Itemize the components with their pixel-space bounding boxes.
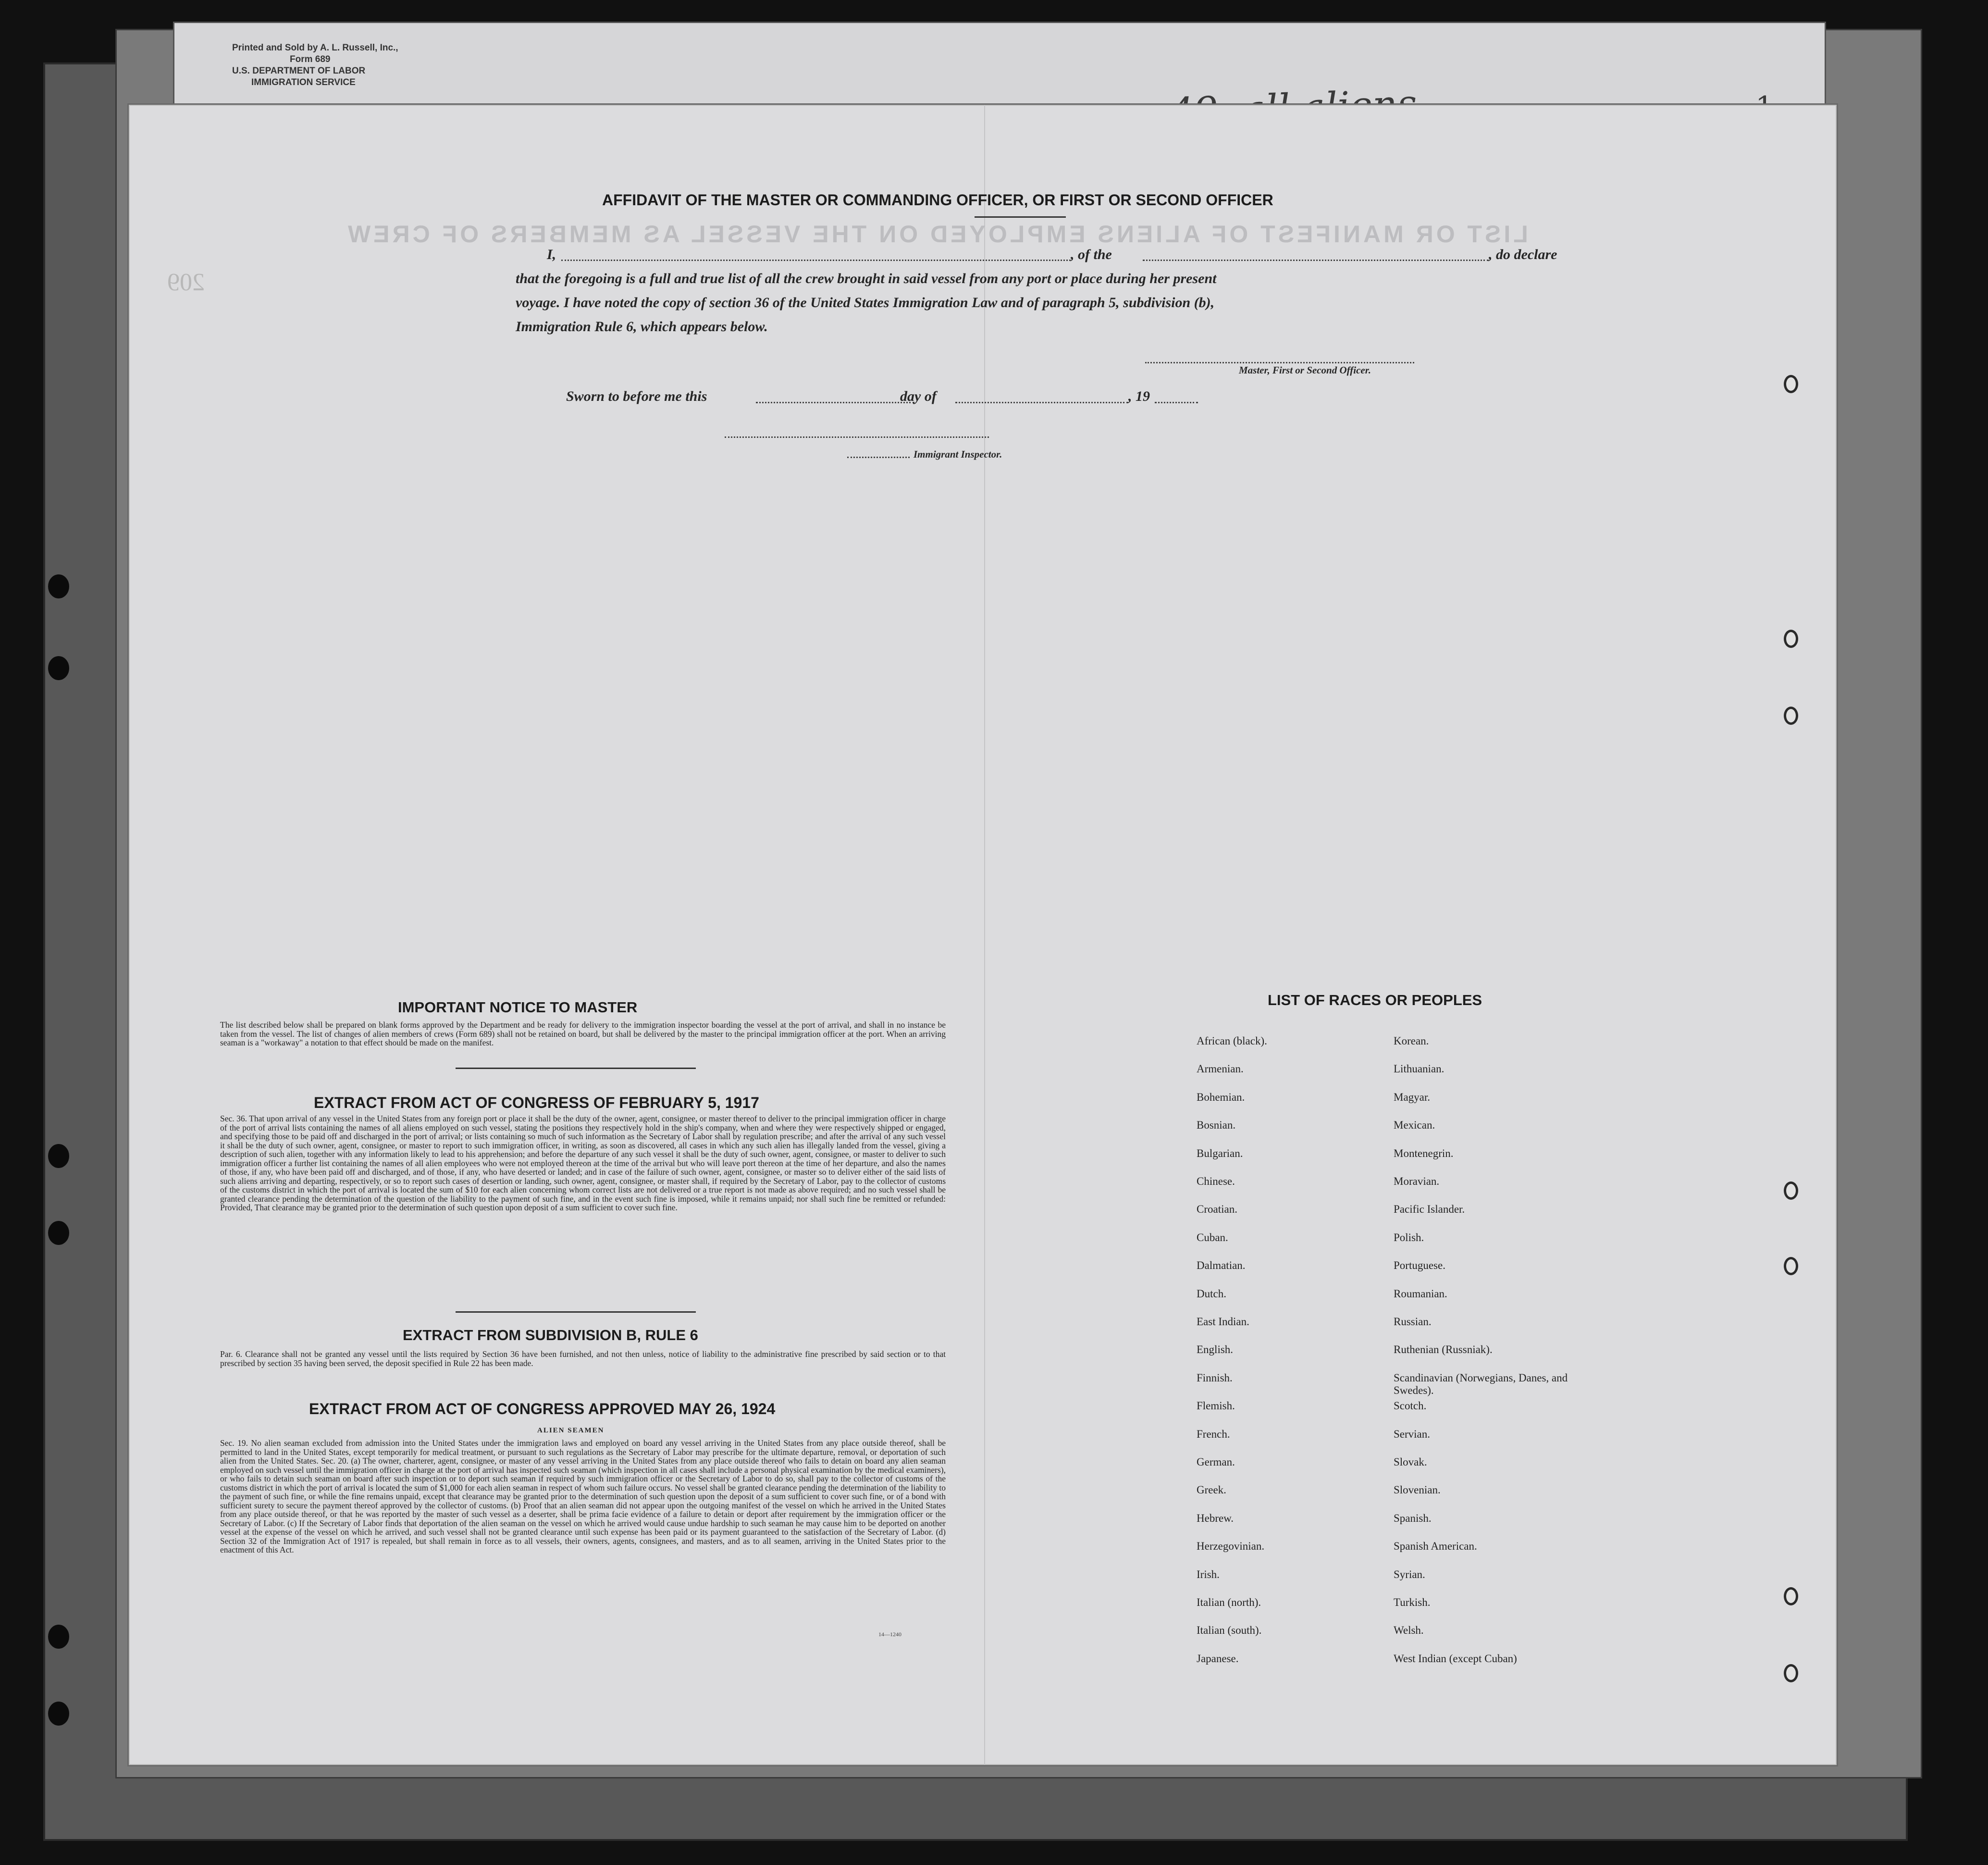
race-item: Dalmatian.	[1197, 1259, 1246, 1272]
race-item: Bohemian.	[1197, 1091, 1245, 1103]
extract-1917-title: EXTRACT FROM ACT OF CONGRESS OF FEBRUARY 5, 1917	[314, 1094, 759, 1111]
notice-divider	[456, 1068, 696, 1069]
race-item: Chinese.	[1197, 1175, 1235, 1187]
race-item: Portuguese.	[1394, 1259, 1445, 1272]
stamp-line: IMMIGRATION SERVICE	[251, 77, 356, 87]
race-item: Flemish.	[1197, 1400, 1235, 1412]
binder-hole	[48, 1625, 69, 1649]
year-prefix: , 19	[1128, 388, 1150, 404]
affidavit-line-2: that the foregoing is a full and true list of all the crew brought in said vessel from any port or place during her present	[516, 271, 1217, 286]
race-item: Bulgarian.	[1197, 1147, 1243, 1159]
affidavit-line-3: voyage. I have noted the copy of section 36 of the United States Immigration Law and of paragraph 5, subdivision (b),	[516, 295, 1215, 311]
binder-hole	[1784, 1257, 1798, 1275]
inspector-short-line	[847, 457, 910, 458]
race-item: Italian (south).	[1197, 1624, 1262, 1637]
page-number: 209	[167, 269, 205, 296]
stamp-line: Form 689	[290, 54, 331, 64]
form-number: 14—1240	[878, 1631, 901, 1638]
race-item: Herzegovinian.	[1197, 1540, 1265, 1553]
affidavit-line-4: Immigration Rule 6, which appears below.	[516, 319, 768, 335]
binder-hole	[48, 574, 69, 598]
race-item: Magyar.	[1394, 1091, 1431, 1103]
race-item: French.	[1197, 1428, 1230, 1440]
races-title: LIST OF RACES OR PEOPLES	[1268, 992, 1482, 1008]
race-item: Syrian.	[1394, 1568, 1425, 1580]
page-fold	[984, 105, 985, 1765]
inspector-caption: Immigrant Inspector.	[914, 448, 1002, 460]
master-signature-line	[1145, 362, 1414, 363]
extract-1924-text: Sec. 19. No alien seaman excluded from admission into the United States under the immigration laws and employed on board any vessel arriving in the United States from any place outside thereof, shall be permitted to land in the United States, except temporarily for medical treatment, or pursuant to such regulations as the Secretary of Labor may prescribe for the ultimate departure, removal, or deportation of such alien from the United States. Sec. 20. (a) The owner, charterer, agent, consignee, or master of any vessel arriving in the United States from any place outside thereof who fails to detain on board any alien seaman employed on such vessel until the immigration officer in charge at the port of arrival has inspected such seaman (which inspection in all cases shall include a personal physical examination by the medical examiners), or who fails to detain such seaman on board after such inspection or to deport such seaman if required by such immigration officer or the Secretary of Labor to do so, shall pay to the collector of customs of the customs district in which the port of arrival is located the sum of $1,000 for each alien seaman in respect of whom such failure occurs. No vessel shall be granted clearance pending the determination of the liability to the payment of such fine, or while the fine remains unpaid, except that clearance may be granted prior to the determination of such question upon the deposit of a sum sufficient to cover such fine, or of a bond with sufficient surety to secure the payment thereof approved by the collector of customs. (b) Proof that an alien seaman did not appear upon the outgoing manifest of the vessel on which he arrived in the United States from any place outside thereof, or that he was reported by the master of such vessel as a deserter, shall be prima facie evidence of a failure to detain or deport after requirement by the immigration officer or the Secretary of Labor. (c) If the Secretary of Labor finds that deportation of the alien seaman on the vessel on which he arrived would cause undue hardship to such seaman he may cause him to be deported on another vessel at the expense of the vessel on which he arrived, and such vessel shall not be granted clearance until such expense has been paid or its payment guaranteed to the satisfaction of the Secretary of Labor. (d) Section 32 of the Immigration Act of 1917 is repealed, but shall remain in force as to all vessels, their owners, agents, consignees, and masters, and as to all seamen, arriving in the United States prior to the enactment of this Act.	[220, 1438, 946, 1554]
race-item: African (black).	[1197, 1035, 1267, 1047]
race-item: Russian.	[1394, 1316, 1432, 1328]
affidavit-do-declare: , do declare	[1489, 247, 1557, 262]
race-item: Pacific Islander.	[1394, 1203, 1465, 1216]
stamp-line: U.S. DEPARTMENT OF LABOR	[232, 66, 366, 76]
race-item: Turkish.	[1394, 1596, 1431, 1608]
alien-seamen-subtitle: ALIEN SEAMEN	[537, 1427, 605, 1434]
sworn-label: Sworn to before me this	[566, 388, 707, 404]
race-item: Spanish American.	[1394, 1540, 1477, 1553]
race-item: Ruthenian (Russniak).	[1394, 1343, 1493, 1356]
race-item: Montenegrin.	[1394, 1147, 1454, 1159]
race-item: East Indian.	[1197, 1316, 1249, 1328]
race-item: Hebrew.	[1197, 1512, 1234, 1524]
extract-1917-text: Sec. 36. That upon arrival of any vessel in the United States from any foreign port or place it shall be the duty of the owner, agent, consignee, or master thereof to deliver to the principal immigration officer in charge of the port of arrival lists containing the names of all aliens employed on such vessel, stating the positions they respectively hold in the ship's company, when and where they were respectively shipped or engaged, and specifying those to be paid off and discharged in the port of arrival; or lists containing so much of such information as the Secretary of Labor shall by regulation prescribe; and after the arrival of any such vessel it shall be the duty of such owner, agent, consignee, or master to report to such immigration officer, in writing, as soon as discovered, all cases in which any such alien has illegally landed from the vessel, giving a description of such alien, together with any information likely to lead to his apprehension; and before the departure of any such vessel it shall be the duty of such owner, agent, consignee, or master to deliver to such immigration officer a further list containing the names of all alien employees who were not employed thereon at the time of the arrival but who will leave port thereon at the time of her departure, and also the names of those, if any, who have been paid off and discharged, and of those, if any, who have deserted or landed; and in case of the failure of such owner, agent, consignee, or master so to deliver either of the said lists of such aliens arriving and departing, respectively, or so to report such cases of desertion or landing, such owner, agent, consignee, or master shall, if required by the Secretary of Labor, pay to the collector of customs of the customs district in which the port of arrival is located the sum of $10 for each alien concerning whom correct lists are not delivered or a true report is not made as above required; and no such vessel shall be granted clearance pending the determination of the question of the liability to the payment of such fine, and in the event such fine is imposed, while it remains unpaid; nor shall such fine be remitted or refunded: Provided, That clearance may be granted prior to the determination of such question upon deposit of a sum sufficient to cover such fine.	[220, 1114, 946, 1212]
extract-1917-divider	[456, 1311, 696, 1313]
race-item: West Indian (except Cuban)	[1394, 1652, 1517, 1665]
extract-rule6-text: Par. 6. Clearance shall not be granted any vessel until the lists required by Section 36 have been furnished, and not then unless, notice of liability to the administrative fine prescribed by said section or to that prescribed by section 35 having been served, the deposit specified in Rule 22 has been made.	[220, 1349, 946, 1368]
binder-hole	[48, 656, 69, 680]
race-item: Croatian.	[1197, 1203, 1237, 1216]
day-of-label: day of	[900, 388, 937, 404]
race-item: Dutch.	[1197, 1287, 1226, 1300]
binder-hole	[1784, 1181, 1798, 1200]
race-item: Bosnian.	[1197, 1119, 1236, 1131]
affidavit-of-the-label: , of the	[1071, 247, 1112, 262]
extract-1924-title: EXTRACT FROM ACT OF CONGRESS APPROVED MAY 26, 1924	[309, 1400, 776, 1417]
sworn-day-blank	[756, 402, 914, 403]
race-item: Finnish.	[1197, 1371, 1233, 1384]
race-item: Polish.	[1394, 1231, 1424, 1243]
extract-rule6-title: EXTRACT FROM SUBDIVISION B, RULE 6	[403, 1327, 698, 1343]
race-item: Moravian.	[1394, 1175, 1440, 1187]
race-item: Japanese.	[1197, 1652, 1239, 1665]
race-item: Italian (north).	[1197, 1596, 1261, 1608]
race-item: Greek.	[1197, 1484, 1226, 1496]
binder-hole	[1784, 1587, 1798, 1605]
binder-hole	[1784, 707, 1798, 725]
race-item: Cuban.	[1197, 1231, 1228, 1243]
race-item: Slovenian.	[1394, 1484, 1441, 1496]
race-item: Slovak.	[1394, 1456, 1427, 1468]
race-item: Irish.	[1197, 1568, 1220, 1580]
race-item: English.	[1197, 1343, 1234, 1356]
notice-text: The list described below shall be prepared on blank forms approved by the Department and be ready for delivery to the immigration inspector boarding the vessel at the port of arrival, and shall in no instance be taken from the vessel. The list of changes of alien members of crews (Form 689) shall not be retained on board, but shall be delivered by the master to the principal immigration officer at the port. When an arriving seaman is a "workaway" a notation to that effect should be made on the manifest.	[220, 1020, 946, 1047]
race-item: Roumanian.	[1394, 1287, 1447, 1300]
race-item: Armenian.	[1197, 1063, 1244, 1075]
printer-stamp	[232, 42, 398, 88]
title-underline	[975, 216, 1066, 218]
affidavit-title: AFFIDAVIT OF THE MASTER OR COMMANDING OFFICER, OR FIRST OR SECOND OFFICER	[602, 191, 1273, 209]
bleed-through-heading: LIST OR MANIFEST OF ALIENS EMPLOYED ON THE VESSEL AS MEMBERS OF CREW	[345, 221, 1528, 248]
name-blank	[561, 260, 1071, 261]
race-item: German.	[1197, 1456, 1235, 1468]
race-item: Spanish.	[1394, 1512, 1432, 1524]
affidavit-i-label: I,	[547, 247, 556, 262]
sworn-year-blank	[1155, 402, 1198, 403]
race-item: Lithuanian.	[1394, 1063, 1445, 1075]
race-item: Scotch.	[1394, 1400, 1427, 1412]
notice-title: IMPORTANT NOTICE TO MASTER	[398, 999, 638, 1016]
binder-hole	[1784, 630, 1798, 648]
binder-hole	[1784, 1664, 1798, 1682]
binder-hole	[48, 1702, 69, 1726]
master-caption: Master, First or Second Officer.	[1239, 364, 1371, 376]
race-item: Servian.	[1394, 1428, 1431, 1440]
race-item: Korean.	[1394, 1035, 1429, 1047]
race-item: Welsh.	[1394, 1624, 1424, 1637]
binder-hole	[1784, 375, 1798, 393]
stamp-line: Printed and Sold by A. L. Russell, Inc.,	[232, 43, 398, 53]
race-item: Scandinavian (Norwegians, Danes, and Swedes).	[1394, 1371, 1568, 1396]
binder-hole	[48, 1144, 69, 1168]
race-item: Mexican.	[1394, 1119, 1435, 1131]
inspector-signature-line	[725, 436, 989, 438]
sworn-month-blank	[955, 402, 1128, 403]
vessel-blank	[1143, 260, 1489, 261]
binder-hole	[48, 1221, 69, 1245]
affidavit-page	[127, 103, 1838, 1766]
